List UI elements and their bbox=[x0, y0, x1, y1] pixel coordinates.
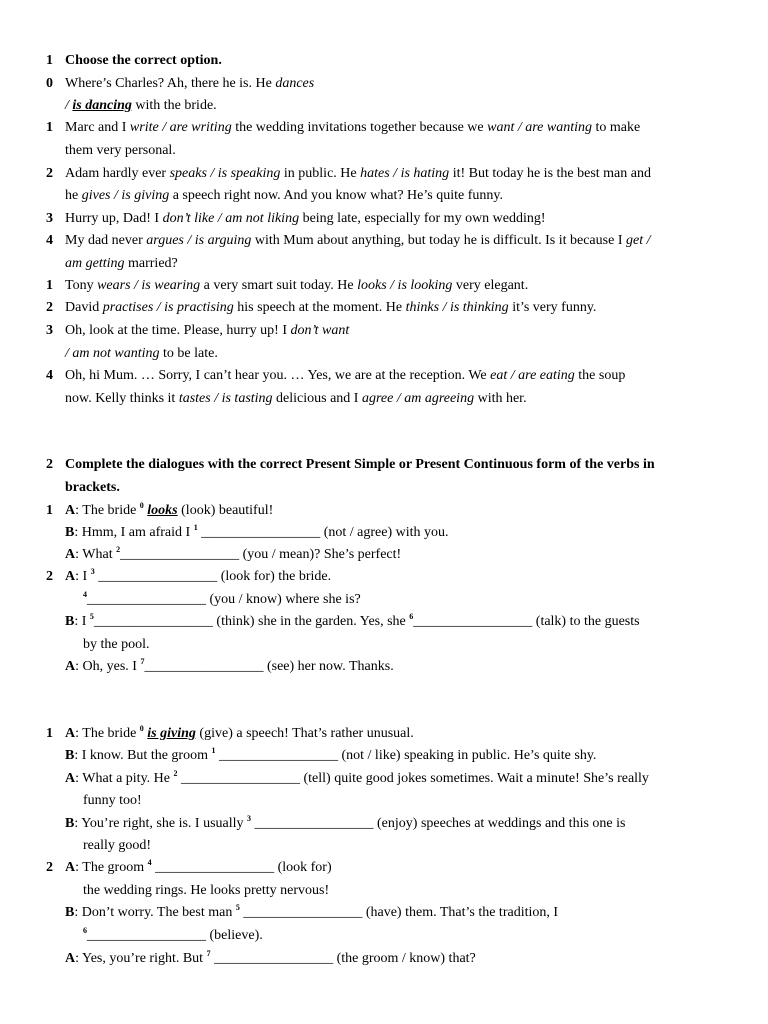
text-segment: : I know. But the groom bbox=[74, 748, 212, 763]
option-choice: wears / is wearing bbox=[97, 278, 201, 293]
option-choice: / bbox=[65, 98, 73, 113]
text-segment: _________________ (think) she in the garden. Yes, she bbox=[93, 614, 410, 629]
item-text bbox=[65, 346, 218, 362]
item-text bbox=[65, 166, 651, 182]
text-segment: : Don’t worry. The best man bbox=[74, 905, 236, 920]
item-text bbox=[83, 928, 263, 944]
item-number: 2 bbox=[46, 569, 53, 584]
item-text bbox=[65, 368, 625, 384]
item-number: 1 bbox=[46, 120, 53, 135]
text-segment: a speech right now. And you know what? He’s quite funny. bbox=[169, 188, 503, 203]
item-text bbox=[65, 211, 546, 227]
item-number: 4 bbox=[46, 368, 53, 383]
option-choice: eat / are eating bbox=[490, 368, 575, 383]
exercise-instruction-cont: brackets. bbox=[65, 480, 120, 495]
speaker-label: A bbox=[65, 726, 76, 741]
text-segment: them very personal. bbox=[65, 143, 176, 158]
item-text bbox=[65, 391, 527, 407]
exercise-instruction: Choose the correct option. bbox=[65, 53, 222, 68]
gap-number: 5 bbox=[89, 612, 94, 621]
text-segment: _________________ (believe). bbox=[87, 928, 263, 943]
text-segment: his speech at the moment. He bbox=[233, 300, 406, 315]
text-segment: : The bride bbox=[75, 503, 140, 518]
item-text bbox=[65, 278, 528, 294]
text-segment: Marc and I bbox=[65, 120, 130, 135]
option-choice: speaks / is speaking bbox=[169, 166, 281, 181]
exercise-number: 1 bbox=[46, 53, 53, 68]
gap-number: 3 bbox=[90, 567, 95, 576]
option-choice: looks / is looking bbox=[357, 278, 453, 293]
gap-number: 7 bbox=[206, 949, 211, 958]
option-choice: agree / am agreeing bbox=[361, 391, 475, 406]
text-segment: the wedding invitations together because we bbox=[231, 120, 488, 135]
text-segment: _________________ (you / mean)? She’s perfect! bbox=[120, 547, 402, 562]
item-text bbox=[65, 188, 503, 204]
text-segment: _________________ (the groom / know) that? bbox=[210, 951, 476, 966]
text-segment: it’s very funny. bbox=[508, 300, 597, 315]
item-text bbox=[65, 323, 349, 339]
speaker-label: A bbox=[65, 503, 76, 518]
item-text bbox=[83, 592, 361, 608]
gap-number: 0 bbox=[139, 501, 144, 510]
option-choice: dances bbox=[275, 76, 315, 91]
item-number: 2 bbox=[46, 860, 53, 875]
example-answer: looks bbox=[147, 503, 178, 518]
text-segment: now. Kelly thinks it bbox=[65, 391, 179, 406]
item-text bbox=[65, 771, 649, 787]
gap-number: 6 bbox=[409, 612, 414, 621]
text-segment: : The groom bbox=[75, 860, 148, 875]
text-segment: with her. bbox=[474, 391, 527, 406]
text-segment: : The bride bbox=[75, 726, 140, 741]
gap-number: 1 bbox=[193, 523, 198, 532]
text-segment: he bbox=[65, 188, 82, 203]
text-segment: : You’re right, she is. I usually bbox=[74, 816, 248, 831]
gap-number: 6 bbox=[83, 926, 87, 935]
text-segment: (look) beautiful! bbox=[177, 503, 274, 518]
text-segment: My dad never bbox=[65, 233, 147, 248]
item-text bbox=[65, 503, 273, 519]
item-text bbox=[65, 659, 394, 675]
text-segment: : Hmm, I am afraid I bbox=[74, 525, 194, 540]
speaker-label: B bbox=[65, 614, 75, 629]
text-segment: in public. He bbox=[280, 166, 361, 181]
text-segment: with Mum about anything, but today he is difficult. Is it because I bbox=[251, 233, 626, 248]
option-choice: thinks / is thinking bbox=[405, 300, 509, 315]
text-segment: (give) a speech! That’s rather unusual. bbox=[195, 726, 414, 741]
speaker-label: A bbox=[65, 771, 76, 786]
exercise-instruction: Complete the dialogues with the correct Present Simple or Present Continuous form of the verbs in bbox=[65, 457, 655, 472]
text-segment: a very smart suit today. He bbox=[200, 278, 358, 293]
item-text bbox=[65, 525, 449, 541]
text-segment: really good! bbox=[83, 838, 152, 853]
option-choice: am getting bbox=[65, 256, 125, 271]
item-text bbox=[83, 883, 329, 899]
option-choice: write / are writing bbox=[129, 120, 232, 135]
text-segment: the soup bbox=[574, 368, 626, 383]
item-text bbox=[65, 76, 314, 92]
text-segment: _________________ (enjoy) speeches at weddings and this one is bbox=[251, 816, 626, 831]
item-text bbox=[65, 143, 176, 159]
item-text bbox=[65, 951, 476, 967]
item-number: 2 bbox=[46, 300, 53, 315]
text-segment: Hurry up, Dad! I bbox=[65, 211, 163, 226]
example-answer: is dancing bbox=[72, 98, 132, 113]
gap-number: 2 bbox=[173, 769, 178, 778]
item-text bbox=[83, 793, 142, 809]
item-text bbox=[65, 547, 401, 563]
item-number: 1 bbox=[46, 726, 53, 741]
text-segment: _________________ (not / agree) with you. bbox=[197, 525, 449, 540]
option-choice: don’t want bbox=[290, 323, 350, 338]
text-segment: very elegant. bbox=[452, 278, 529, 293]
text-segment: : I bbox=[75, 569, 91, 584]
text-segment: to be late. bbox=[159, 346, 218, 361]
option-choice: hates / is hating bbox=[360, 166, 450, 181]
text-segment: David bbox=[65, 300, 103, 315]
item-text bbox=[65, 300, 596, 316]
item-text bbox=[65, 816, 625, 832]
gap-number: 3 bbox=[247, 814, 252, 823]
example-answer: is giving bbox=[147, 726, 196, 741]
option-choice: / am not wanting bbox=[65, 346, 160, 361]
speaker-label: A bbox=[65, 569, 76, 584]
item-text bbox=[65, 233, 650, 249]
option-choice: want / are wanting bbox=[487, 120, 593, 135]
exercise-number: 2 bbox=[46, 457, 53, 472]
item-number: 1 bbox=[46, 278, 53, 293]
speaker-label: A bbox=[65, 860, 76, 875]
text-segment: delicious and I bbox=[272, 391, 362, 406]
text-segment: to make bbox=[592, 120, 641, 135]
text-segment: _________________ (look for) bbox=[151, 860, 332, 875]
item-number: 1 bbox=[46, 503, 53, 518]
text-segment: Oh, hi Mum. … Sorry, I can’t hear you. … Yes, we are at the reception. We bbox=[65, 368, 491, 383]
speaker-label: A bbox=[65, 951, 76, 966]
item-text bbox=[65, 569, 331, 585]
option-choice: gives / is giving bbox=[81, 188, 170, 203]
text-segment: funny too! bbox=[83, 793, 142, 808]
text-segment: Where’s Charles? Ah, there he is. He bbox=[65, 76, 276, 91]
option-choice: get / bbox=[625, 233, 651, 248]
item-number: 4 bbox=[46, 233, 53, 248]
text-segment: Oh, look at the time. Please, hurry up! I bbox=[65, 323, 291, 338]
speaker-label: B bbox=[65, 816, 75, 831]
text-segment: married? bbox=[124, 256, 178, 271]
item-text bbox=[65, 98, 217, 114]
speaker-label: B bbox=[65, 748, 75, 763]
speaker-label: B bbox=[65, 905, 75, 920]
item-text bbox=[83, 637, 150, 653]
text-segment: _________________ (see) her now. Thanks. bbox=[144, 659, 394, 674]
text-segment: _________________ (have) them. That’s the tradition, I bbox=[239, 905, 559, 920]
option-choice: practises / is practising bbox=[102, 300, 234, 315]
option-choice: argues / is arguing bbox=[146, 233, 252, 248]
text-segment: the wedding rings. He looks pretty nervous! bbox=[83, 883, 330, 898]
item-text bbox=[65, 256, 178, 272]
text-segment: : Yes, you’re right. But bbox=[75, 951, 207, 966]
option-choice: don’t like / am not liking bbox=[162, 211, 300, 226]
gap-number: 4 bbox=[83, 590, 87, 599]
text-segment: Adam hardly ever bbox=[65, 166, 170, 181]
text-segment: _________________ (not / like) speaking in public. He’s quite shy. bbox=[215, 748, 597, 763]
text-segment: : Oh, yes. I bbox=[75, 659, 141, 674]
text-segment: being late, especially for my own wedding! bbox=[299, 211, 546, 226]
text-segment: by the pool. bbox=[83, 637, 150, 652]
item-number: 2 bbox=[46, 166, 53, 181]
text-segment: : I bbox=[74, 614, 90, 629]
option-choice: tastes / is tasting bbox=[178, 391, 273, 406]
speaker-label: A bbox=[65, 659, 76, 674]
text-segment: it! But today he is the best man and bbox=[449, 166, 651, 181]
item-text bbox=[65, 905, 558, 921]
text-segment: _________________ (talk) to the guests bbox=[413, 614, 640, 629]
text-segment: Tony bbox=[65, 278, 98, 293]
item-text bbox=[83, 838, 151, 854]
text-segment: : What bbox=[75, 547, 117, 562]
item-text bbox=[65, 614, 640, 630]
gap-number: 5 bbox=[235, 903, 240, 912]
gap-number: 4 bbox=[147, 858, 152, 867]
text-segment: _________________ (tell) quite good jokes sometimes. Wait a minute! She’s really bbox=[177, 771, 649, 786]
gap-number: 2 bbox=[116, 545, 121, 554]
item-number: 0 bbox=[46, 76, 53, 91]
speaker-label: B bbox=[65, 525, 75, 540]
item-number: 3 bbox=[46, 323, 53, 338]
item-text bbox=[65, 120, 640, 136]
text-segment: _________________ (you / know) where she is? bbox=[87, 592, 361, 607]
item-text bbox=[65, 726, 414, 742]
text-segment: with the bride. bbox=[131, 98, 217, 113]
gap-number: 1 bbox=[211, 746, 216, 755]
item-text bbox=[65, 860, 332, 876]
item-number: 3 bbox=[46, 211, 53, 226]
text-segment: : What a pity. He bbox=[75, 771, 174, 786]
item-text bbox=[65, 748, 596, 764]
gap-number: 7 bbox=[140, 657, 145, 666]
text-segment: _________________ (look for) the bride. bbox=[94, 569, 332, 584]
speaker-label: A bbox=[65, 547, 76, 562]
gap-number: 0 bbox=[139, 724, 144, 733]
